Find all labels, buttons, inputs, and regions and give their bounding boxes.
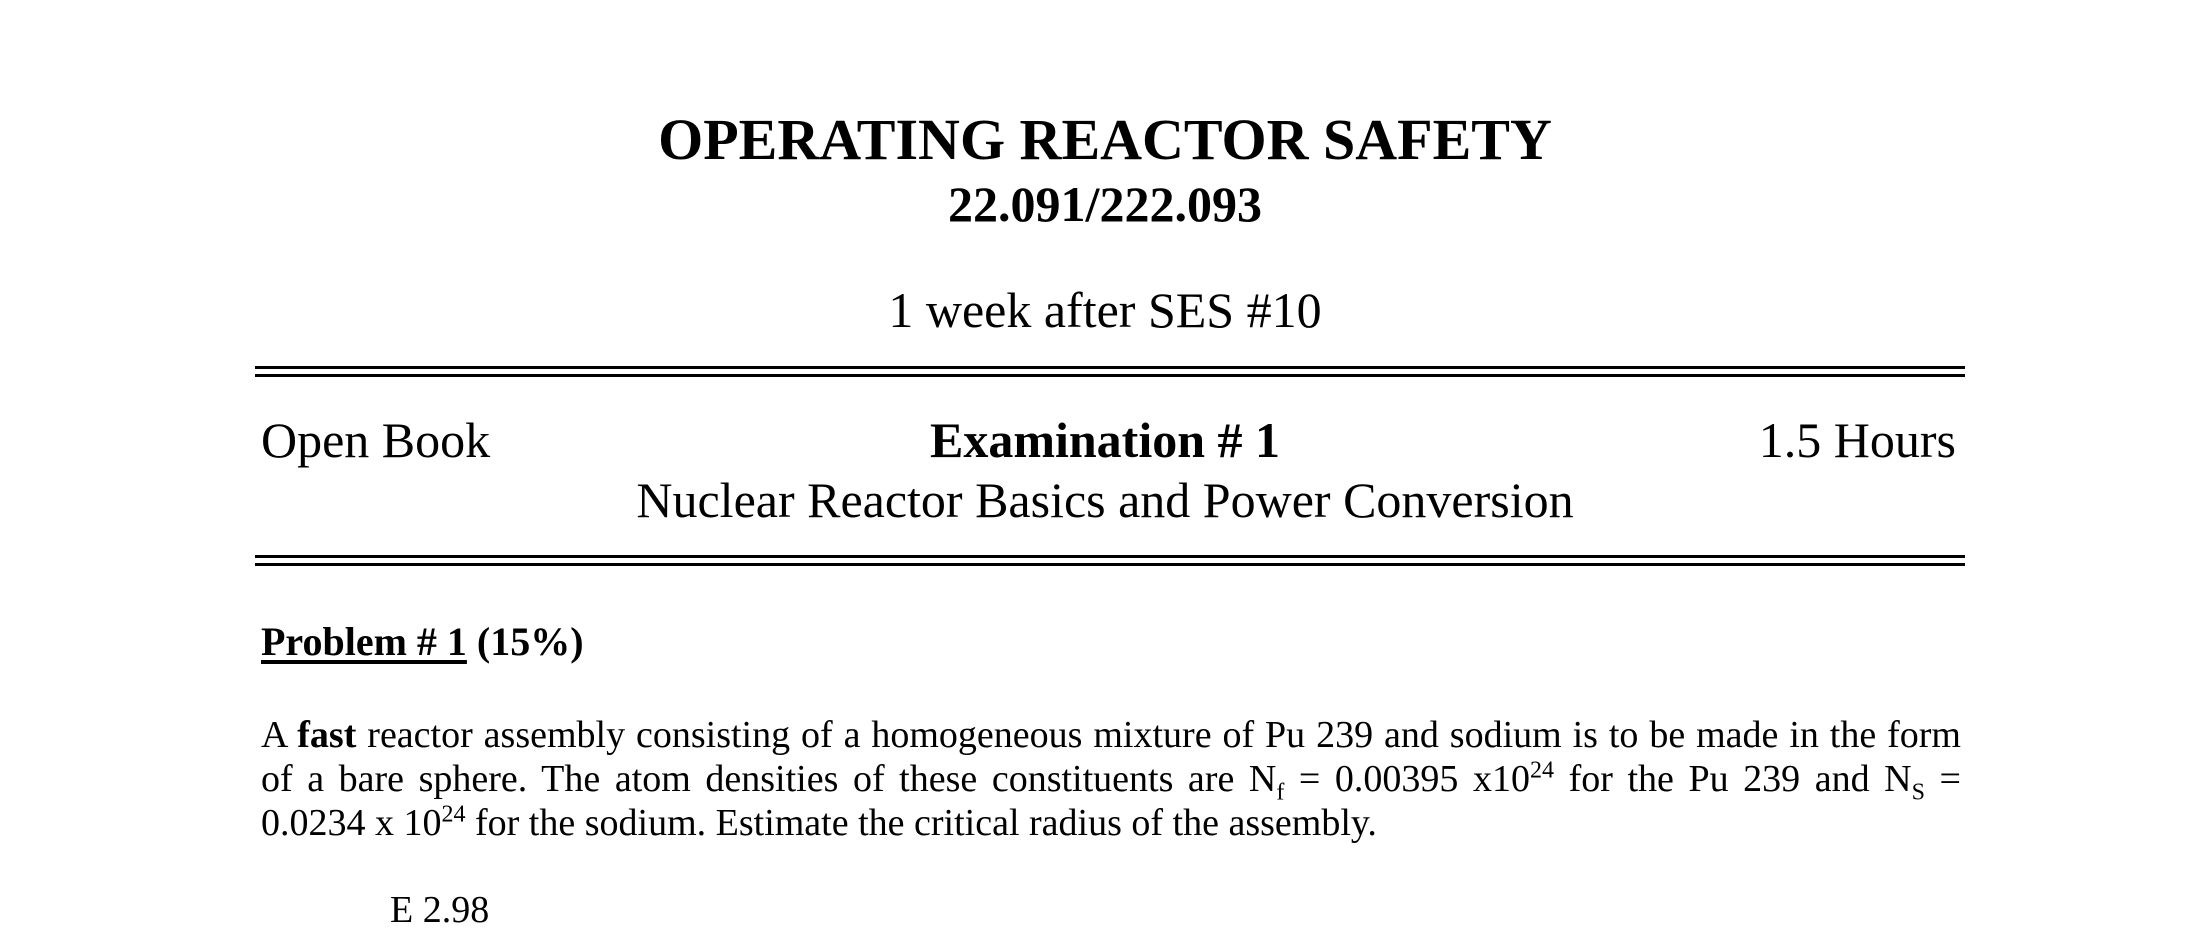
exam-type: Open Book xyxy=(261,412,491,468)
problem-heading xyxy=(261,618,584,666)
superscript-exponent: 24 xyxy=(1530,757,1554,784)
problem-statement xyxy=(261,713,1961,845)
truncated-equation-line: E 2.98 xyxy=(390,889,490,931)
course-number: 22.091/222.093 xyxy=(948,176,1262,232)
exam-title: Examination # 1 xyxy=(929,412,1281,468)
bottom-divider-line-2 xyxy=(255,563,1965,566)
statement-bold-word: fast xyxy=(297,714,357,756)
subscript-s: S xyxy=(1911,779,1925,806)
problem-label: Problem # 1 xyxy=(261,619,467,664)
statement-text: A xyxy=(261,714,298,756)
top-divider-line-1 xyxy=(255,366,1965,369)
statement-text: for the Pu 239 and N xyxy=(1554,758,1912,800)
session-note: 1 week after SES #10 xyxy=(888,282,1322,338)
exam-duration: 1.5 Hours xyxy=(1758,412,1956,468)
superscript-exponent: 24 xyxy=(441,801,466,828)
subscript-f: f xyxy=(1276,779,1285,806)
exam-subtitle: Nuclear Reactor Basics and Power Conversion xyxy=(636,472,1574,528)
statement-text: = 0.00395 x10 xyxy=(1284,758,1530,800)
statement-text: for the sodium. Estimate the critical radius of the assembly. xyxy=(465,802,1377,844)
statement-text: = 0.0234 x 10 xyxy=(261,758,1961,844)
problem-weight: (15%) xyxy=(466,619,584,664)
bottom-divider-line-1 xyxy=(255,555,1965,558)
document-title: OPERATING REACTOR SAFETY xyxy=(658,107,1552,172)
top-divider-line-2 xyxy=(255,374,1965,377)
statement-text: reactor assembly consisting of a homogeneous mixture of Pu 239 and sodium is to be made in the form of a bare sphere. The atom densities of these constituents are N xyxy=(261,714,1961,800)
